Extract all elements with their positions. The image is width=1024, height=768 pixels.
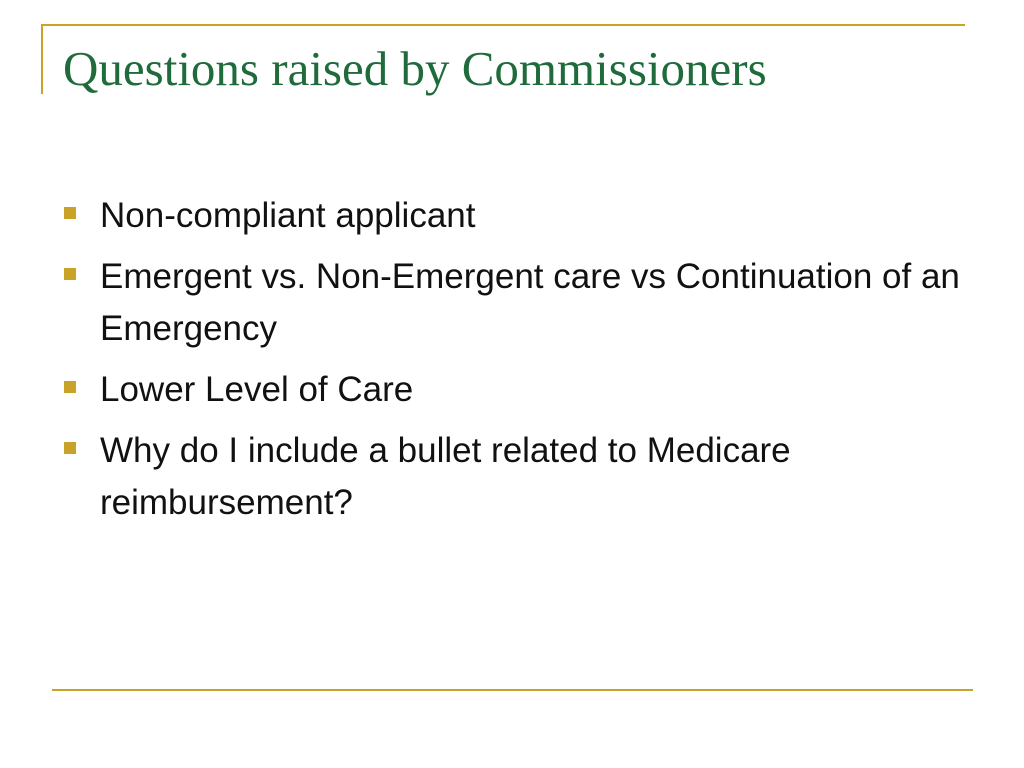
square-bullet-icon <box>64 268 76 280</box>
square-bullet-icon <box>64 442 76 454</box>
frame-top-rule <box>41 24 965 26</box>
frame-left-rule <box>41 24 43 94</box>
bullet-text: Emergent vs. Non-Emergent care vs Continuation of an Emergency <box>100 257 960 348</box>
bullet-item <box>64 364 964 416</box>
bullet-text: Lower Level of Care <box>100 370 414 409</box>
bullet-text: Why do I include a bullet related to Medicare reimbursement? <box>100 431 791 522</box>
footer-rule <box>52 689 973 691</box>
bullet-item <box>64 251 964 355</box>
bullet-item <box>64 190 964 242</box>
slide-title: Questions raised by Commissioners <box>63 41 767 96</box>
bullet-text: Non-compliant applicant <box>100 196 476 235</box>
square-bullet-icon <box>64 207 76 219</box>
square-bullet-icon <box>64 381 76 393</box>
bullet-list <box>64 190 964 538</box>
bullet-item <box>64 425 964 529</box>
